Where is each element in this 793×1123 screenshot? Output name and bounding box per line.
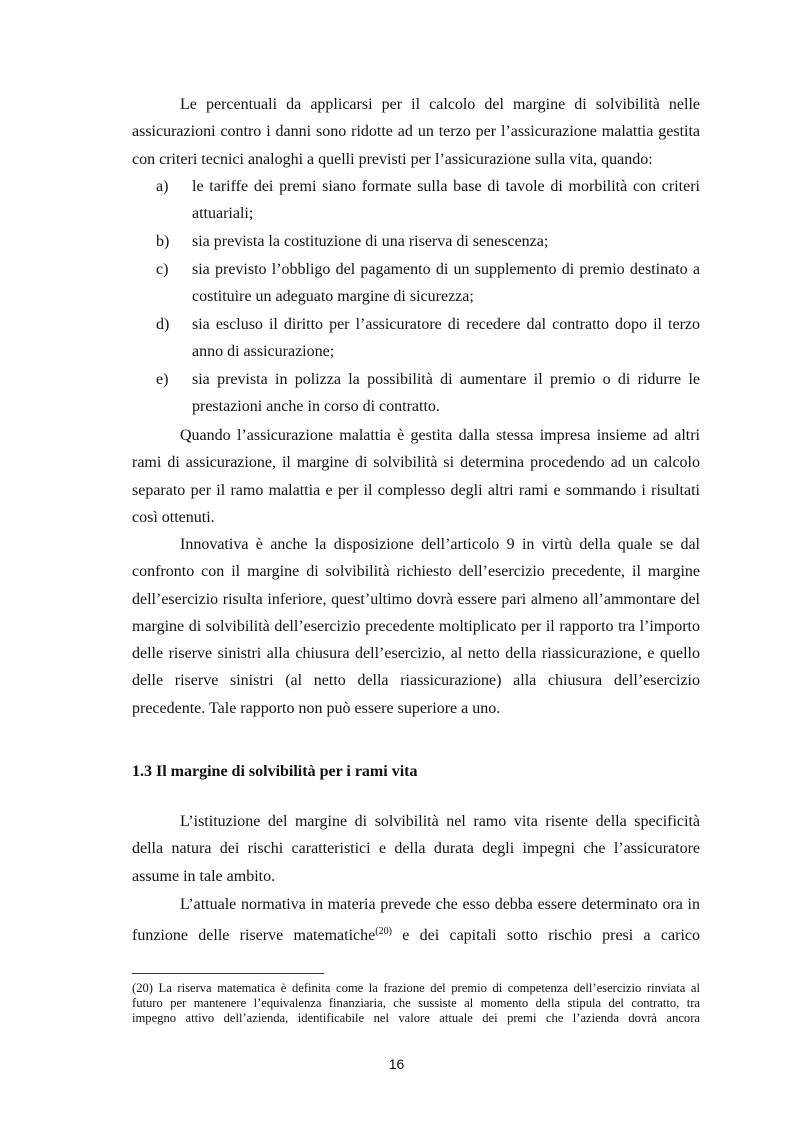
intro-paragraph: [132, 91, 700, 173]
footnote-line: (20) La riserva matematica è definita come la frazione del premio di competenza dell’esercizio rinviata al: [132, 981, 700, 995]
footnote-separator: [132, 973, 324, 974]
paragraph-line: [132, 922, 700, 949]
paragraph-line: precedente. Tale rapporto non può essere superiore a uno.: [132, 699, 501, 717]
paragraph-line: delle riserve sinistri alla chiusura dell’esercizio, al netto della riassicurazione, e quello: [132, 645, 700, 663]
paragraph-istituzione: [132, 808, 700, 890]
condition-text: sia previsto l’obbligo del pagamento di un supplemento di premio destinato a: [192, 261, 700, 278]
page-number: 16: [388, 1056, 405, 1072]
condition-text: costituire un adeguato margine di sicurezza;: [192, 288, 474, 306]
paragraph-line: confronto con il margine di solvibilità richiesto dell’esercizio precedente, il margine: [132, 563, 700, 581]
condition-text: sia prevista in polizza la possibilità di aumentare il premio o di ridurre le: [192, 371, 700, 388]
paragraph-line: L’attuale normativa in materia prevede che esso debba essere determinato ora in: [180, 896, 700, 913]
condition-text: attuariali;: [192, 205, 254, 223]
paragraph-line: Le percentuali da applicarsi per il calcolo del margine di solvibilità nelle: [180, 96, 700, 113]
paragraph-line: della natura dei rischi caratteristici e della durata degli impegni che l’assicuratore: [132, 840, 700, 858]
condition-text: le tariffe dei premi siano formate sulla base di tavole di morbilità con criteri: [192, 178, 700, 195]
paragraph-line: così ottenuti.: [132, 508, 215, 526]
paragraph-line: assicurazioni contro i danni sono ridotte ad un terzo per l’assicurazione malattia gestita: [132, 123, 700, 141]
paragraph-line: Quando l’assicurazione malattia è gestita dalla stessa impresa insieme ad altri: [180, 427, 700, 444]
paragraph-line: separato per il ramo malattia e per il complesso degli altri rami e sommando i risultati: [132, 481, 700, 499]
condition-label: c): [156, 261, 169, 278]
paragraph-text: e dei capitali sotto rischio presi a carico: [391, 927, 700, 945]
footnote-reference[interactable]: (20): [375, 926, 392, 938]
condition-text: anno di assicurazione;: [192, 343, 335, 361]
paragraph-line: delle riserve sinistri (al netto della riassicurazione) alla chiusura dell’esercizio: [132, 672, 700, 690]
paragraph-line: Innovativa è anche la disposizione dell’articolo 9 in virtù della quale se dal: [180, 536, 700, 553]
paragraph-normativa: [132, 891, 700, 950]
condition-text: sia escluso il diritto per l’assicuratore di recedere dal contratto dopo il terzo: [192, 316, 700, 333]
condition-text: sia prevista la costituzione di una riserva di senescenza;: [192, 233, 549, 250]
condition-label: b): [156, 233, 170, 250]
paragraph-line: con criteri tecnici analoghi a quelli previsti per l’assicurazione sulla vita, quando:: [132, 150, 653, 168]
paragraph-line: assume in tale ambito.: [132, 867, 276, 885]
footnote-line: futuro per mantenere l’equivalenza finanziaria, che sussiste al momento della stipula del contratto, tra: [132, 996, 700, 1011]
footnote: [132, 981, 700, 1027]
paragraph-malattia: [132, 422, 700, 531]
condition-label: d): [156, 316, 170, 333]
paragraph-line: dell’esercizio risulta inferiore, quest’ultimo dovrà essere pari almeno all’ammontare del: [132, 590, 700, 608]
footnote-line: impegno attivo dell’azienda, identificabile nel valore attuale dei premi che l’azienda dovrà ancora: [132, 1011, 700, 1026]
section-heading: 1.3 Il margine di solvibilità per i rami vita: [132, 763, 418, 780]
paragraph-text: funzione delle riserve matematiche: [132, 927, 376, 945]
paragraph-innovativa: [132, 531, 700, 722]
condition-label: e): [156, 371, 169, 388]
condition-label: a): [156, 178, 169, 195]
paragraph-line: margine di solvibilità dell’esercizio precedente moltiplicato per il rapporto tra l’importo: [132, 617, 700, 635]
paragraph-line: rami di assicurazione, il margine di solvibilità si determina procedendo ad un calcolo: [132, 454, 700, 472]
paragraph-line: L’istituzione del margine di solvibilità nel ramo vita risente della specificità: [180, 813, 700, 830]
condition-text: prestazioni anche in corso di contratto.: [192, 398, 440, 416]
